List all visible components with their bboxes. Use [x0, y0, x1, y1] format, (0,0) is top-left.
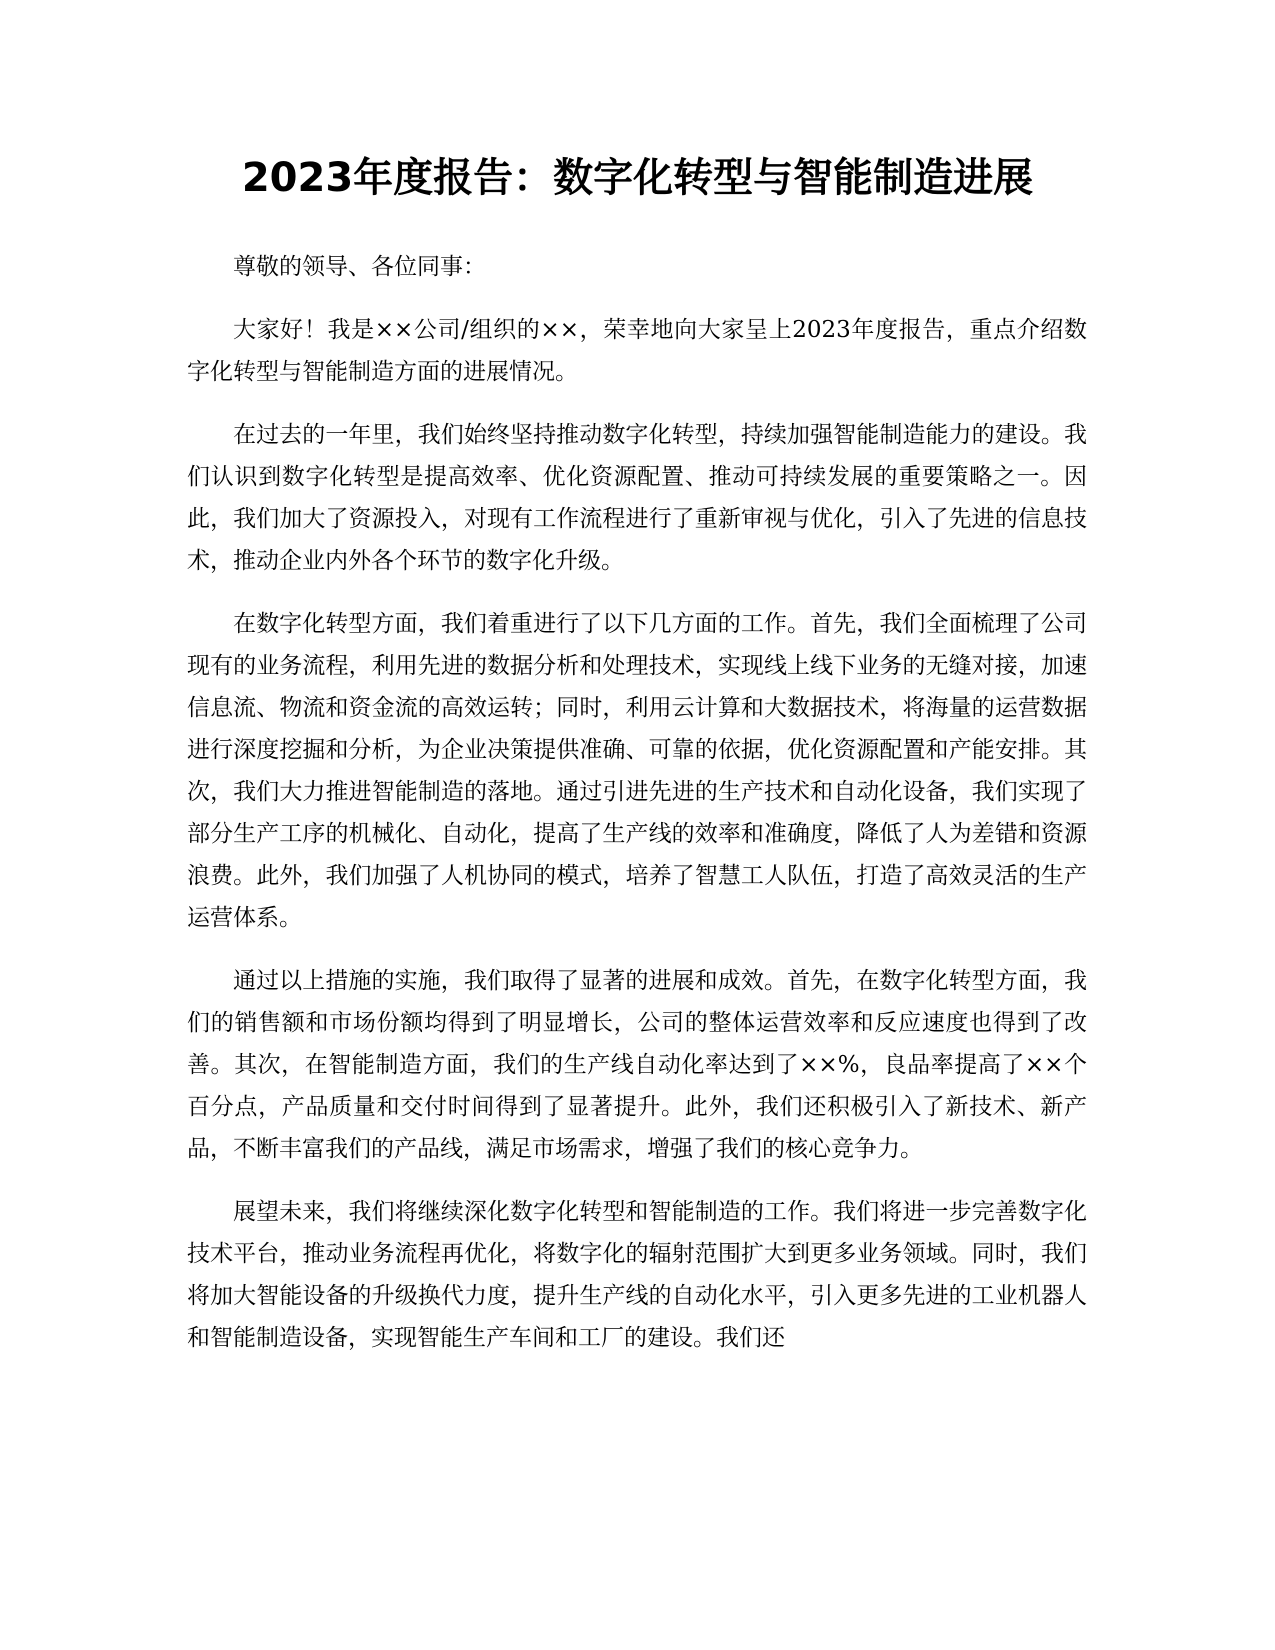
transformation-work-paragraph: 在数字化转型方面，我们着重进行了以下几方面的工作。首先，我们全面梳理了公司现有的业务流程，利用先进的数据分析和处理技术，实现线上线下业务的无缝对接，加速信息流、物流和资金流的高效运转；同时，利用云计算和大数据技术，将海量的运营数据进行深度挖掘和分析，为企业决策提供准确、可靠的依据，优化资源配置和产能安排。其次，我们大力推进智能制造的落地。通过引进先进的生产技术和自动化设备，我们实现了部分生产工序的机械化、自动化，提高了生产线的效率和准确度，降低了人为差错和资源浪费。此外，我们加强了人机协同的模式，培养了智慧工人队伍，打造了高效灵活的生产运营体系。 [187, 611, 1087, 931]
document-body [187, 246, 1087, 1380]
outlook-paragraph: 展望未来，我们将继续深化数字化转型和智能制造的工作。我们将进一步完善数字化技术平台，推动业务流程再优化，将数字化的辐射范围扩大到更多业务领域。同时，我们将加大智能设备的升级换代力度，提升生产线的自动化水平，引入更多先进的工业机器人和智能制造设备，实现智能生产车间和工厂的建设。我们还 [187, 1199, 1087, 1351]
salutation-paragraph: 尊敬的领导、各位同事： [233, 254, 486, 280]
results-paragraph: 通过以上措施的实施，我们取得了显著的进展和成效。首先，在数字化转型方面，我们的销售额和市场份额均得到了明显增长，公司的整体运营效率和反应速度也得到了改善。其次，在智能制造方面，我们的生产线自动化率达到了××%，良品率提高了××个百分点，产品质量和交付时间得到了显著提升。此外，我们还积极引入了新技术、新产品，不断丰富我们的产品线，满足市场需求，增强了我们的核心竞争力。 [187, 968, 1087, 1162]
intro-paragraph: 大家好！我是××公司/组织的××，荣幸地向大家呈上2023年度报告，重点介绍数字化转型与智能制造方面的进展情况。 [187, 317, 1087, 385]
past-year-paragraph: 在过去的一年里，我们始终坚持推动数字化转型，持续加强智能制造能力的建设。我们认识到数字化转型是提高效率、优化资源配置、推动可持续发展的重要策略之一。因此，我们加大了资源投入，对现有工作流程进行了重新审视与优化，引入了先进的信息技术，推动企业内外各个环节的数字化升级。 [187, 422, 1087, 574]
document-title: 2023年度报告：数字化转型与智能制造进展 [241, 155, 1034, 201]
